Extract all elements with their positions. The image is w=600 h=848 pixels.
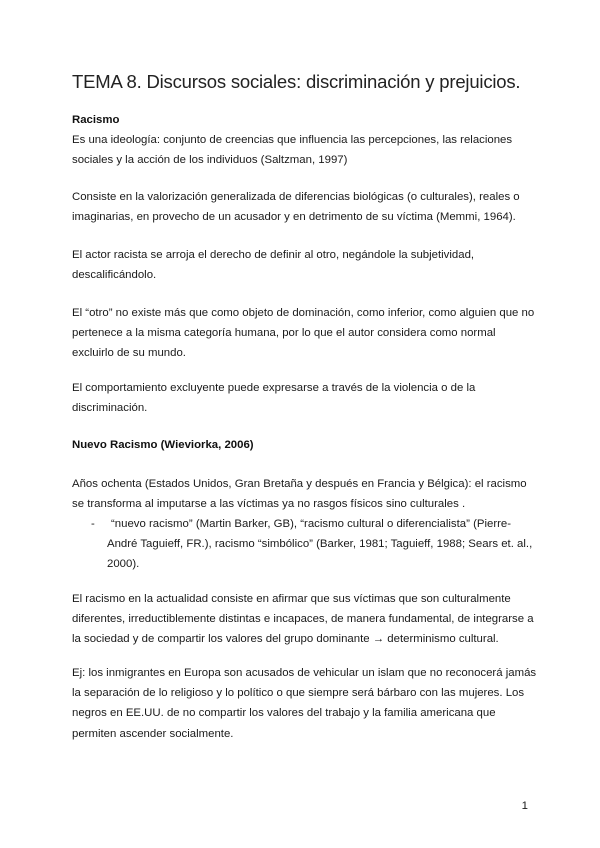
paragraph: El racismo en la actualidad consiste en afirmar que sus víctimas que son culturalmente diferentes, irreductiblemente distintas e incapaces, de manera fundamental, de integrarse a la sociedad y de compartir los valores del grupo dominante → determinismo cultural.	[72, 593, 534, 646]
paragraph: El actor racista se arroja el derecho de definir al otro, negándole la subjetividad, descalificándolo.	[72, 249, 475, 282]
paragraph: El “otro” no existe más que como objeto de dominación, como inferior, como alguien que no pertenece a la misma categoría humana, por lo que el autor considera como normal excluirlo de su mundo.	[72, 307, 535, 360]
page-number: 1	[521, 800, 528, 812]
paragraph: Consiste en la valorización generalizada de diferencias biológicas (o culturales), reales o imaginarias, en provecho de un acusador y en detrimento de su víctima (Memmi, 1964).	[72, 191, 520, 224]
list-item	[72, 514, 540, 575]
paragraph: El comportamiento excluyente puede expresarse a través de la violencia o de la discriminación.	[72, 382, 476, 415]
paragraph: Ej: los inmigrantes en Europa son acusados de vehicular un islam que no reconocerá jamás la separación de lo religioso y lo político o que siempre será bárbaro con las mujeres. Los negros en EE.UU. de no compartir los valores del trabajo y la familia americana que permiten ascender socialmente.	[72, 667, 537, 740]
paragraph: Años ochenta (Estados Unidos, Gran Bretaña y después en Francia y Bélgica): el racismo se transforma al imputarse a las víctimas ya no rasgos físicos sino culturales .	[72, 478, 527, 511]
paragraph: Es una ideología: conjunto de creencias que influencia las percepciones, las relaciones sociales y la acción de los individuos (Saltzman, 1997)	[72, 134, 513, 167]
document-title: TEMA 8. Discursos sociales: discriminación y prejuicios.	[72, 71, 521, 92]
bullet-text: “nuevo racismo” (Martin Barker, GB), “racismo cultural o diferencialista” (Pierre-André Taguieff, FR.), racismo “simbólico” (Barker, 1981; Taguieff, 1988; Sears et. al., 2000).	[107, 518, 533, 571]
section-heading-nuevo-racismo: Nuevo Racismo (Wieviorka, 2006)	[72, 439, 254, 451]
bullet-marker: -	[91, 518, 95, 530]
section-heading-racismo: Racismo	[72, 114, 120, 126]
